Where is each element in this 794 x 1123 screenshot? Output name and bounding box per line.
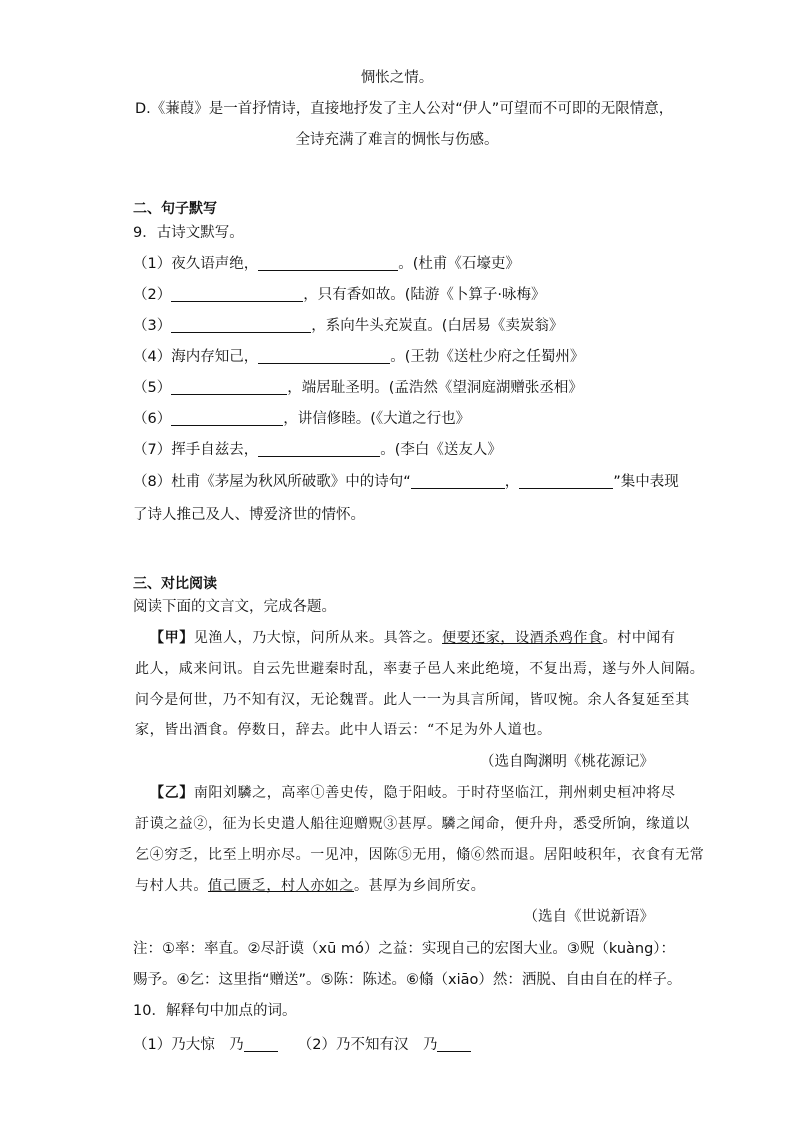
item-7-pre: （7）挥手自兹去， xyxy=(133,442,259,458)
item-4-blank[interactable] xyxy=(258,347,390,364)
item-7 xyxy=(133,440,502,460)
jia-text: 见渔人，乃大惊，问所从来。具答之。 xyxy=(193,630,443,646)
item-6-blank[interactable] xyxy=(171,409,283,426)
item-4-pre: （4）海内存知己， xyxy=(133,349,259,365)
item-3-pre: （3） xyxy=(133,318,172,334)
passage-jia-line3: 问今是何世，乃不知有汉，无论魏晋。此人一一为具言所闻，皆叹惋。余人各复延至其 xyxy=(135,692,690,708)
yi-underlined-sentence: 值己匮乏，村人亦如之 xyxy=(208,878,354,894)
item-2-blank[interactable] xyxy=(171,285,303,302)
passage-jia-line2: 此人，咸来问讯。自云先世避秦时乱，率妻子邑人来此绝境，不复出焉，遂与外人间隔。 xyxy=(135,661,705,677)
q10-blank-2[interactable] xyxy=(437,1035,471,1052)
section2-title: 二、句子默写 xyxy=(133,201,217,217)
q10-blank-1[interactable] xyxy=(244,1035,278,1052)
item-2-pre: （2） xyxy=(133,287,172,303)
item-7-post: 。(李白《送友人》 xyxy=(380,442,502,458)
item-1 xyxy=(133,254,520,274)
option-d-line2: 全诗充满了难言的惆怅与伤感。 xyxy=(295,132,499,148)
item-8-pre: （8）杜甫《茅屋为秋风所破歌》中的诗句“ xyxy=(133,474,411,490)
item-3-post: ，系向牛头充炭直。(白居易《卖炭翁》 xyxy=(311,318,564,334)
jia-underlined-sentence: 便要还家，设酒杀鸡作食 xyxy=(442,630,603,646)
yi-text: 訏谟之益②，征为长史遣人船往迎赠贶③甚厚。 xyxy=(135,816,442,832)
passage-jia-line1 xyxy=(150,628,676,648)
notes-line1: 注：①率：率直。②尽訏谟（xū mó）之益：实现自己的宏图大业。③贶（kuàng）： xyxy=(133,941,676,957)
passage-yi-line3: 乞④穷乏，比至上明亦尽。一见冲，因陈⑤无用，翛⑥然而退。居阳岐积年，衣食有无常 xyxy=(135,847,705,863)
q10-item-2: （2）乃不知有汉 乃 xyxy=(297,1037,438,1053)
item-8-post: ”集中表现 xyxy=(613,474,679,490)
passage-yi-line2 xyxy=(135,814,690,834)
passage-jia-label: 【甲】 xyxy=(150,630,194,646)
item-6-post: ，讲信修睦。(《大道之行也》 xyxy=(283,411,471,427)
yi-text: 驎之闻命，便升舟，悉受所饷，缘道以 xyxy=(441,816,690,832)
reading-intro: 阅读下面的文言文，完成各题。 xyxy=(133,599,336,615)
q10-item-1: （1）乃大惊 乃 xyxy=(133,1037,244,1053)
item-6 xyxy=(133,409,470,429)
item-8 xyxy=(133,472,679,492)
item-3 xyxy=(133,316,563,336)
prev-tail-line: 惆怅之情。 xyxy=(360,70,434,86)
item-4-post: 。(王勃《送杜少府之任蜀州》 xyxy=(390,349,585,365)
question-9: 9．古诗文默写。 xyxy=(133,225,244,241)
passage-yi-source: （选自《世说新语》 xyxy=(523,909,654,925)
item-1-blank[interactable] xyxy=(258,254,398,271)
item-4 xyxy=(133,347,584,367)
item-8-mid: ， xyxy=(504,474,520,490)
item-7-blank[interactable] xyxy=(258,440,380,457)
item-5-blank[interactable] xyxy=(171,378,287,395)
notes-line2: 赐予。④乞：这里指“赠送”。⑤陈：陈述。⑥翛（xiāo）然：洒脱、自由自在的样子。 xyxy=(133,972,682,988)
item-2 xyxy=(133,285,546,305)
option-d-line1: D.《蒹葭》是一首抒情诗，直接地抒发了主人公对“伊人”可望而不可即的无限情意， xyxy=(135,101,674,117)
item-5 xyxy=(133,378,583,398)
item-8-blank-1[interactable] xyxy=(411,472,505,489)
yi-text: 。甚厚为乡闾所安。 xyxy=(354,878,486,894)
question-10-items xyxy=(133,1035,471,1055)
passage-jia-source: （选自陶渊明《桃花源记》 xyxy=(480,754,654,770)
section3-title: 三、对比阅读 xyxy=(133,576,217,592)
yi-text: 南阳刘驎之，高率①善史传，隐于阳岐。于时苻坚临江，荆州刺史桓冲将尽 xyxy=(193,785,676,801)
item-5-pre: （5） xyxy=(133,380,172,396)
item-8-blank-2[interactable] xyxy=(519,472,613,489)
passage-yi-line1 xyxy=(150,783,676,803)
item-6-pre: （6） xyxy=(133,411,172,427)
item-1-pre: （1）夜久语声绝， xyxy=(133,256,259,272)
item-5-post: ，端居耻圣明。(孟浩然《望洞庭湖赠张丞相》 xyxy=(287,380,583,396)
question-10: 10．解释句中加点的词。 xyxy=(133,1003,297,1019)
item-8-line2: 了诗人推己及人、博爱济世的情怀。 xyxy=(133,507,365,523)
item-2-post: ，只有香如故。(陆游《卜算子·咏梅》 xyxy=(303,287,546,303)
passage-yi-line4 xyxy=(135,876,485,896)
passage-yi-label: 【乙】 xyxy=(150,785,194,801)
yi-text: 与村人共。 xyxy=(135,878,208,894)
item-1-post: 。(杜甫《石壕吏》 xyxy=(398,256,520,272)
item-3-blank[interactable] xyxy=(171,316,311,333)
passage-jia-line4: 家，皆出酒食。停数日，辞去。此中人语云：“不足为外人道也。 xyxy=(135,722,552,738)
jia-text: 。村中闻有 xyxy=(602,630,676,646)
